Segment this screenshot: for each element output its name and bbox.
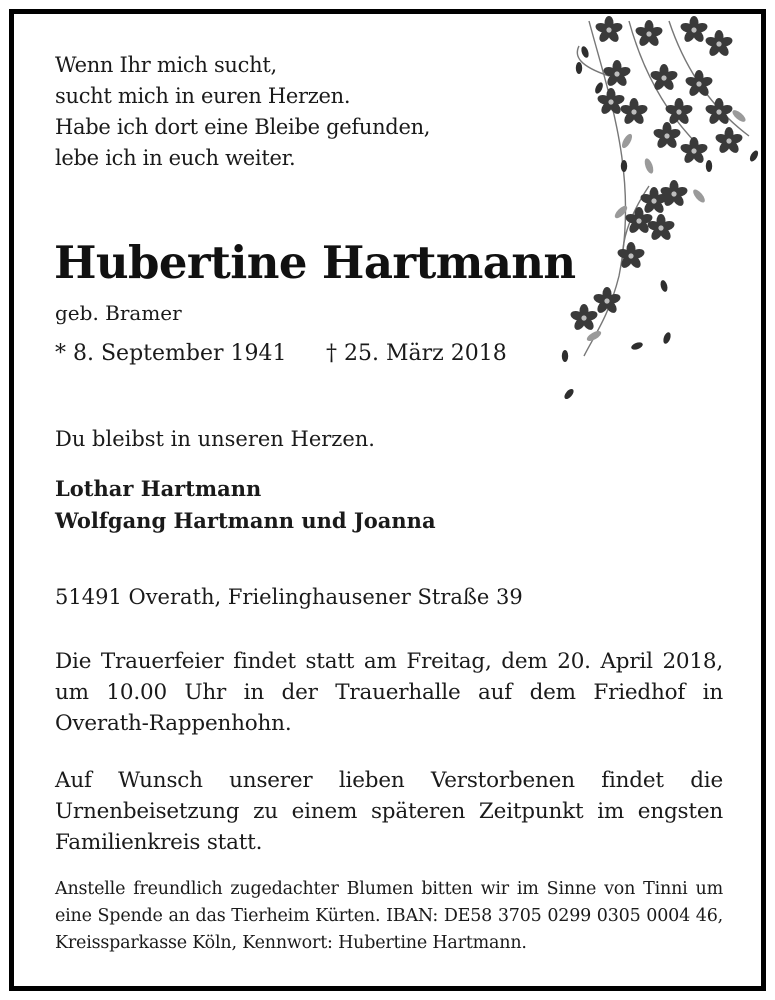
poem-line: Wenn Ihr mich sucht,	[55, 53, 277, 77]
cherry-blossom-branch-icon	[549, 16, 769, 406]
death-date: † 25. März 2018	[326, 341, 507, 366]
poem-line: Habe ich dort eine Bleibe gefunden,	[55, 115, 431, 139]
poem-line: sucht mich in euren Herzen.	[55, 84, 351, 108]
poem	[55, 50, 430, 174]
deceased-name: Hubertine Hartmann	[54, 236, 576, 289]
maiden-name: geb. Bramer	[55, 301, 182, 325]
mourner-name: Wolfgang Hartmann und Joanna	[55, 508, 436, 533]
family-address: 51491 Overath, Frielinghausener Straße 39	[55, 585, 523, 609]
obituary-frame	[9, 9, 766, 991]
funeral-info-paragraph: Die Trauerfeier findet statt am Freitag, dem 20. April 2018, um 10.00 Uhr in der Trauerhalle auf dem Friedhof in Overath-Rappenhohn.	[55, 649, 723, 736]
mourner-name: Lothar Hartmann	[55, 476, 262, 501]
poem-line: lebe ich in euch weiter.	[55, 146, 296, 170]
farewell-line: Du bleibst in unseren Herzen.	[55, 427, 375, 451]
donation-note: Anstelle freundlich zugedachter Blumen bitten wir im Sinne von Tinni um eine Spende an das Tierheim Kürten. IBAN: DE58 3705 0299 0305 0004 46, Kreissparkasse Köln, Kennwort: Hubertine Hartmann.	[55, 879, 723, 953]
birth-date: * 8. September 1941	[55, 341, 287, 366]
burial-info-paragraph: Auf Wunsch unserer lieben Verstorbenen findet die Urnenbeisetzung zu einem späteren Zeitpunkt im engsten Familienkreis statt.	[55, 768, 723, 855]
